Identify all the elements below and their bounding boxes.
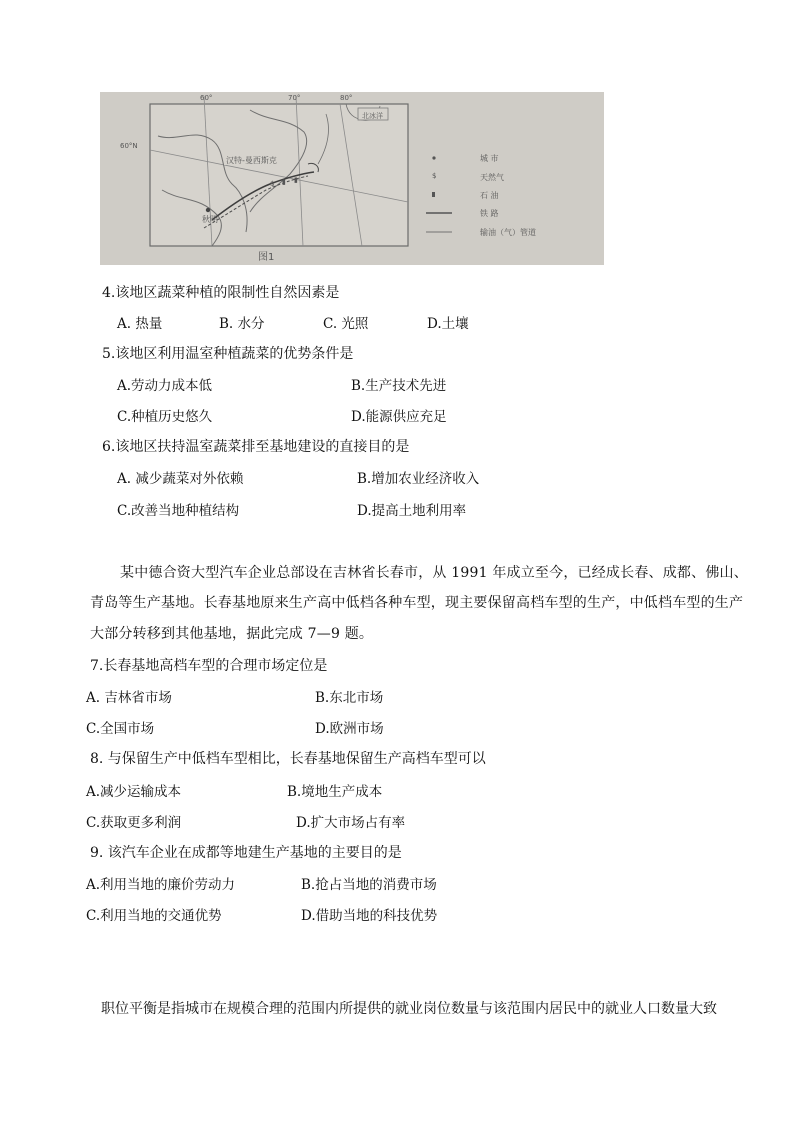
- figure-caption: 图1: [258, 252, 275, 263]
- passage2-line1: 职位平衡是指城市在规模合理的范围内所提供的就业岗位数量与该范围内居民中的就业人口数量大致: [101, 1001, 717, 1017]
- q5-option-a[interactable]: A.劳动力成本低: [117, 378, 213, 394]
- passage1-line2: 青岛等生产基地。长春基地原来生产高中低档各种车型，现主要保留高档车型的生产，中低档车型的生产: [90, 595, 744, 611]
- svg-text:$: $: [270, 180, 275, 188]
- map-frame: [150, 104, 408, 246]
- svg-text:城 市: 城 市: [480, 154, 499, 163]
- q4-option-a[interactable]: A. 热量: [117, 316, 163, 332]
- q8-option-d[interactable]: D.扩大市场占有率: [296, 815, 406, 831]
- svg-text:北冰洋: 北冰洋: [362, 112, 383, 120]
- svg-text:石 油: 石 油: [480, 191, 499, 200]
- svg-text:天然气: 天然气: [480, 173, 504, 182]
- svg-text:▮: ▮: [294, 176, 298, 184]
- q8-option-c[interactable]: C.获取更多利润: [86, 815, 182, 831]
- q7-option-b[interactable]: B.东北市场: [315, 690, 384, 706]
- svg-text:▮: ▮: [282, 178, 286, 186]
- city-label: 秋明: [202, 215, 218, 224]
- q6-option-b[interactable]: B.增加农业经济收入: [357, 471, 480, 487]
- map-figure: [100, 92, 604, 265]
- q6-option-d[interactable]: D.提高土地利用率: [357, 503, 467, 519]
- region-label: 汉特-曼西斯克: [226, 156, 277, 165]
- q4-option-b[interactable]: B. 水分: [219, 316, 265, 332]
- svg-text:60°N: 60°N: [120, 142, 138, 150]
- passage1-line1: 某中德合资大型汽车企业总部设在吉林省长春市，从 1991 年成立至今，已经成长春、成都、佛山、: [120, 565, 748, 581]
- q9-option-b[interactable]: B.抢占当地的消费市场: [301, 877, 437, 893]
- svg-text:60°: 60°: [200, 94, 213, 102]
- map-image: [100, 92, 604, 265]
- q4-option-d[interactable]: D.土壤: [427, 316, 469, 332]
- q9-option-a[interactable]: A.利用当地的廉价劳动力: [86, 877, 236, 893]
- q4-option-c[interactable]: C. 光照: [323, 316, 369, 332]
- q5-option-d[interactable]: D.能源供应充足: [351, 409, 447, 425]
- q9-option-d[interactable]: D.借助当地的科技优势: [301, 908, 438, 924]
- q6-option-c[interactable]: C.改善当地种植结构: [117, 503, 240, 519]
- q6-stem: 6.该地区扶持温室蔬菜排至基地建设的直接目的是: [102, 439, 410, 455]
- city-dot: [206, 208, 210, 212]
- q7-option-d[interactable]: D.欧洲市场: [315, 721, 384, 737]
- q8-option-b[interactable]: B.境地生产成本: [287, 784, 383, 800]
- svg-text:输油（气）管道: 输油（气）管道: [480, 228, 536, 237]
- q6-option-a[interactable]: A. 减少蔬菜对外依赖: [117, 471, 244, 487]
- q5-option-c[interactable]: C.种植历史悠久: [117, 409, 213, 425]
- q4-stem: 4.该地区蔬菜种植的限制性自然因素是: [102, 285, 340, 301]
- q7-stem: 7.长春基地高档车型的合理市场定位是: [90, 658, 328, 674]
- q5-stem: 5.该地区利用温室种植蔬菜的优势条件是: [102, 346, 354, 362]
- q7-option-a[interactable]: A. 吉林省市场: [86, 690, 172, 706]
- svg-text:$: $: [432, 172, 437, 180]
- svg-text:70°: 70°: [288, 94, 301, 102]
- passage1-line3: 大部分转移到其他基地，据此完成 7—9 题。: [90, 626, 374, 642]
- q9-option-c[interactable]: C.利用当地的交通优势: [86, 908, 222, 924]
- q8-option-a[interactable]: A.减少运输成本: [86, 784, 182, 800]
- svg-text:80°: 80°: [340, 94, 353, 102]
- svg-text:铁 路: 铁 路: [480, 209, 499, 218]
- q8-stem: 8. 与保留生产中低档车型相比，长春基地保留生产高档车型可以: [90, 751, 486, 767]
- q9-stem: 9. 该汽车企业在成都等地建生产基地的主要目的是: [90, 845, 402, 861]
- q5-option-b[interactable]: B.生产技术先进: [351, 378, 447, 394]
- q7-option-c[interactable]: C.全国市场: [86, 721, 155, 737]
